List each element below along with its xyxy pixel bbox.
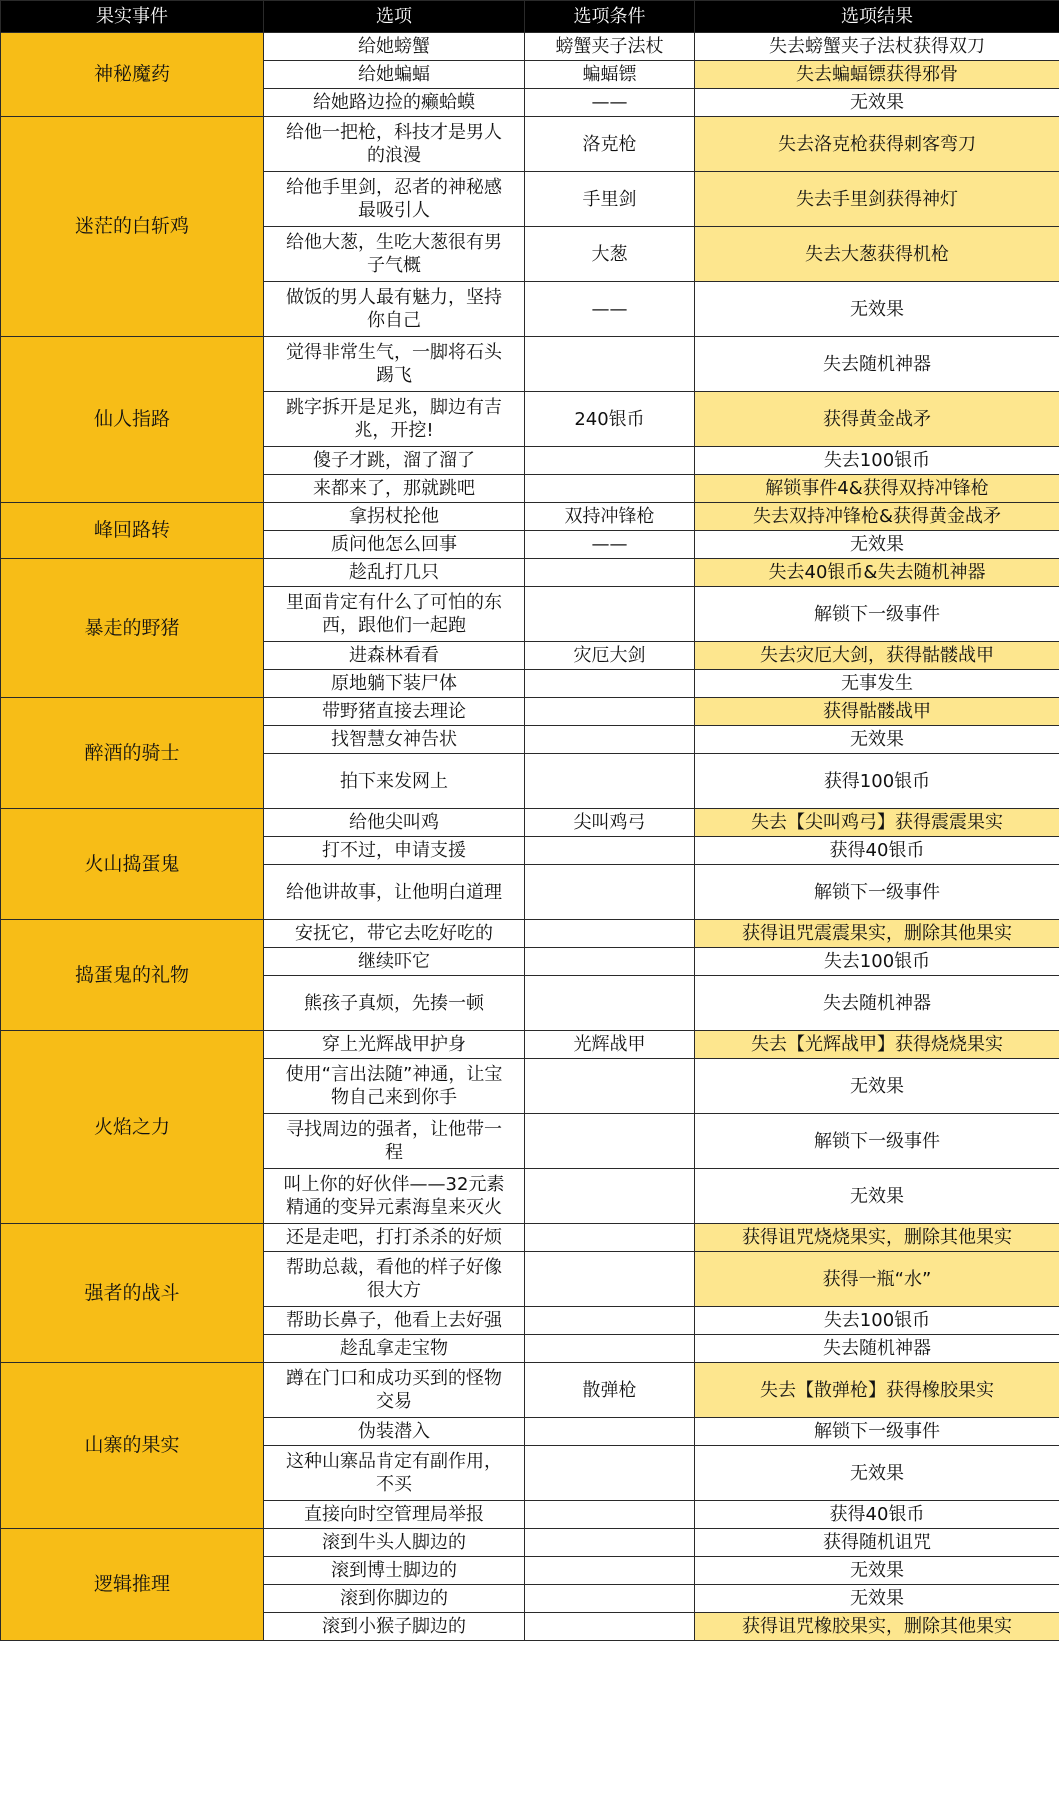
event-name-cell: 醉酒的骑士 xyxy=(1,698,264,809)
table-row xyxy=(1,1529,1059,1557)
condition-cell xyxy=(525,337,695,392)
option-cell: 给她路边捡的癞蛤蟆 xyxy=(264,89,525,117)
result-cell: 失去【尖叫鸡弓】获得震震果实 xyxy=(695,809,1059,837)
result-cell: 获得诅咒震震果实，删除其他果实 xyxy=(695,920,1059,948)
condition-cell xyxy=(525,1059,695,1114)
option-cell: 滚到牛头人脚边的 xyxy=(264,1529,525,1557)
event-name-cell: 逻辑推理 xyxy=(1,1529,264,1641)
condition-cell xyxy=(525,948,695,976)
table-row xyxy=(1,809,1059,837)
option-cell: 进森林看看 xyxy=(264,642,525,670)
result-cell: 获得骷髅战甲 xyxy=(695,698,1059,726)
option-cell: 滚到你脚边的 xyxy=(264,1585,525,1613)
table-row xyxy=(1,503,1059,531)
option-cell: 给她螃蟹 xyxy=(264,33,525,61)
condition-cell xyxy=(525,1335,695,1363)
option-cell: 滚到博士脚边的 xyxy=(264,1557,525,1585)
result-cell: 无效果 xyxy=(695,282,1059,337)
result-cell: 无效果 xyxy=(695,1169,1059,1224)
result-cell: 解锁下一级事件 xyxy=(695,865,1059,920)
condition-cell: 螃蟹夹子法杖 xyxy=(525,33,695,61)
option-cell: 趁乱拿走宝物 xyxy=(264,1335,525,1363)
result-cell: 失去100银币 xyxy=(695,948,1059,976)
option-cell: 还是走吧，打打杀杀的好烦 xyxy=(264,1224,525,1252)
result-cell: 获得随机诅咒 xyxy=(695,1529,1059,1557)
condition-cell: —— xyxy=(525,282,695,337)
condition-cell: 光辉战甲 xyxy=(525,1031,695,1059)
event-name-cell: 火焰之力 xyxy=(1,1031,264,1224)
option-cell: 蹲在门口和成功买到的怪物交易 xyxy=(264,1363,525,1418)
event-name-cell: 仙人指路 xyxy=(1,337,264,503)
condition-cell xyxy=(525,1613,695,1641)
option-cell: 继续吓它 xyxy=(264,948,525,976)
event-name-cell: 山寨的果实 xyxy=(1,1363,264,1529)
option-cell: 里面肯定有什么了可怕的东西，跟他们一起跑 xyxy=(264,587,525,642)
result-cell: 获得40银币 xyxy=(695,837,1059,865)
condition-cell: 洛克枪 xyxy=(525,117,695,172)
table-body xyxy=(1,33,1059,1641)
condition-cell xyxy=(525,1114,695,1169)
result-cell: 失去【光辉战甲】获得烧烧果实 xyxy=(695,1031,1059,1059)
result-cell: 获得40银币 xyxy=(695,1501,1059,1529)
condition-cell xyxy=(525,1418,695,1446)
condition-cell xyxy=(525,1557,695,1585)
result-cell: 失去双持冲锋枪&获得黄金战矛 xyxy=(695,503,1059,531)
option-cell: 趁乱打几只 xyxy=(264,559,525,587)
condition-cell xyxy=(525,1224,695,1252)
event-name-cell: 峰回路转 xyxy=(1,503,264,559)
table-row xyxy=(1,33,1059,61)
condition-cell xyxy=(525,587,695,642)
result-cell: 无效果 xyxy=(695,89,1059,117)
condition-cell xyxy=(525,475,695,503)
condition-cell xyxy=(525,670,695,698)
option-cell: 质问他怎么回事 xyxy=(264,531,525,559)
event-name-cell: 神秘魔药 xyxy=(1,33,264,117)
option-cell: 寻找周边的强者，让他带一程 xyxy=(264,1114,525,1169)
result-cell: 无效果 xyxy=(695,726,1059,754)
condition-cell: —— xyxy=(525,531,695,559)
table-row xyxy=(1,1363,1059,1418)
option-cell: 给她蝙蝠 xyxy=(264,61,525,89)
condition-cell xyxy=(525,1252,695,1307)
condition-cell xyxy=(525,1307,695,1335)
condition-cell: —— xyxy=(525,89,695,117)
result-cell: 解锁下一级事件 xyxy=(695,1418,1059,1446)
result-cell: 无效果 xyxy=(695,531,1059,559)
result-cell: 失去随机神器 xyxy=(695,337,1059,392)
option-cell: 给他讲故事，让他明白道理 xyxy=(264,865,525,920)
result-cell: 失去大葱获得机枪 xyxy=(695,227,1059,282)
condition-cell xyxy=(525,447,695,475)
result-cell: 失去100银币 xyxy=(695,447,1059,475)
condition-cell xyxy=(525,698,695,726)
option-cell: 滚到小猴子脚边的 xyxy=(264,1613,525,1641)
event-name-cell: 捣蛋鬼的礼物 xyxy=(1,920,264,1031)
condition-cell: 灾厄大剑 xyxy=(525,642,695,670)
option-cell: 做饭的男人最有魅力，坚持你自己 xyxy=(264,282,525,337)
table-row xyxy=(1,920,1059,948)
header-option: 选项 xyxy=(264,1,525,33)
result-cell: 无事发生 xyxy=(695,670,1059,698)
header-condition: 选项条件 xyxy=(525,1,695,33)
option-cell: 打不过，申请支援 xyxy=(264,837,525,865)
option-cell: 找智慧女神告状 xyxy=(264,726,525,754)
result-cell: 失去100银币 xyxy=(695,1307,1059,1335)
result-cell: 失去蝙蝠镖获得邪骨 xyxy=(695,61,1059,89)
option-cell: 直接向时空管理局举报 xyxy=(264,1501,525,1529)
result-cell: 失去灾厄大剑，获得骷髅战甲 xyxy=(695,642,1059,670)
table-row xyxy=(1,337,1059,392)
condition-cell: 大葱 xyxy=(525,227,695,282)
result-cell: 无效果 xyxy=(695,1585,1059,1613)
option-cell: 给他尖叫鸡 xyxy=(264,809,525,837)
header-row xyxy=(1,1,1059,33)
condition-cell: 蝙蝠镖 xyxy=(525,61,695,89)
result-cell: 失去随机神器 xyxy=(695,976,1059,1031)
option-cell: 熊孩子真烦，先揍一顿 xyxy=(264,976,525,1031)
condition-cell xyxy=(525,754,695,809)
result-cell: 获得诅咒烧烧果实，删除其他果实 xyxy=(695,1224,1059,1252)
event-name-cell: 暴走的野猪 xyxy=(1,559,264,698)
option-cell: 拍下来发网上 xyxy=(264,754,525,809)
condition-cell xyxy=(525,837,695,865)
result-cell: 失去洛克枪获得刺客弯刀 xyxy=(695,117,1059,172)
option-cell: 原地躺下装尸体 xyxy=(264,670,525,698)
table-row xyxy=(1,559,1059,587)
option-cell: 叫上你的好伙伴——32元素精通的变异元素海皇来灭火 xyxy=(264,1169,525,1224)
table-row xyxy=(1,698,1059,726)
result-cell: 解锁事件4&获得双持冲锋枪 xyxy=(695,475,1059,503)
result-cell: 失去螃蟹夹子法杖获得双刀 xyxy=(695,33,1059,61)
result-cell: 无效果 xyxy=(695,1059,1059,1114)
option-cell: 给他一把枪，科技才是男人的浪漫 xyxy=(264,117,525,172)
result-cell: 无效果 xyxy=(695,1557,1059,1585)
table-row xyxy=(1,1031,1059,1059)
result-cell: 解锁下一级事件 xyxy=(695,587,1059,642)
condition-cell xyxy=(525,1585,695,1613)
result-cell: 失去手里剑获得神灯 xyxy=(695,172,1059,227)
condition-cell: 尖叫鸡弓 xyxy=(525,809,695,837)
event-name-cell: 强者的战斗 xyxy=(1,1224,264,1363)
result-cell: 失去随机神器 xyxy=(695,1335,1059,1363)
result-cell: 获得一瓶“水” xyxy=(695,1252,1059,1307)
condition-cell xyxy=(525,920,695,948)
option-cell: 觉得非常生气，一脚将石头踢飞 xyxy=(264,337,525,392)
result-cell: 失去【散弹枪】获得橡胶果实 xyxy=(695,1363,1059,1418)
result-cell: 获得黄金战矛 xyxy=(695,392,1059,447)
condition-cell xyxy=(525,559,695,587)
event-name-cell: 迷茫的白斩鸡 xyxy=(1,117,264,337)
event-name-cell: 火山捣蛋鬼 xyxy=(1,809,264,920)
condition-cell xyxy=(525,865,695,920)
result-cell: 无效果 xyxy=(695,1446,1059,1501)
table-row xyxy=(1,1224,1059,1252)
condition-cell xyxy=(525,1169,695,1224)
condition-cell: 双持冲锋枪 xyxy=(525,503,695,531)
option-cell: 安抚它，带它去吃好吃的 xyxy=(264,920,525,948)
option-cell: 这种山寨品肯定有副作用，不买 xyxy=(264,1446,525,1501)
option-cell: 拿拐杖抡他 xyxy=(264,503,525,531)
table-row xyxy=(1,117,1059,172)
condition-cell xyxy=(525,976,695,1031)
condition-cell xyxy=(525,1501,695,1529)
result-cell: 失去40银币&失去随机神器 xyxy=(695,559,1059,587)
result-cell: 解锁下一级事件 xyxy=(695,1114,1059,1169)
condition-cell: 手里剑 xyxy=(525,172,695,227)
option-cell: 跳字拆开是足兆，脚边有吉兆，开挖! xyxy=(264,392,525,447)
condition-cell: 240银币 xyxy=(525,392,695,447)
option-cell: 穿上光辉战甲护身 xyxy=(264,1031,525,1059)
result-cell: 获得诅咒橡胶果实，删除其他果实 xyxy=(695,1613,1059,1641)
header-result: 选项结果 xyxy=(695,1,1059,33)
condition-cell xyxy=(525,1529,695,1557)
option-cell: 给他手里剑，忍者的神秘感最吸引人 xyxy=(264,172,525,227)
option-cell: 傻子才跳，溜了溜了 xyxy=(264,447,525,475)
option-cell: 带野猪直接去理论 xyxy=(264,698,525,726)
option-cell: 帮助总裁，看他的样子好像很大方 xyxy=(264,1252,525,1307)
condition-cell xyxy=(525,1446,695,1501)
condition-cell: 散弹枪 xyxy=(525,1363,695,1418)
option-cell: 伪装潜入 xyxy=(264,1418,525,1446)
header-event: 果实事件 xyxy=(1,1,264,33)
option-cell: 来都来了，那就跳吧 xyxy=(264,475,525,503)
option-cell: 给他大葱，生吃大葱很有男子气概 xyxy=(264,227,525,282)
option-cell: 使用“言出法随”神通，让宝物自己来到你手 xyxy=(264,1059,525,1114)
result-cell: 获得100银币 xyxy=(695,754,1059,809)
option-cell: 帮助长鼻子，他看上去好强 xyxy=(264,1307,525,1335)
condition-cell xyxy=(525,726,695,754)
